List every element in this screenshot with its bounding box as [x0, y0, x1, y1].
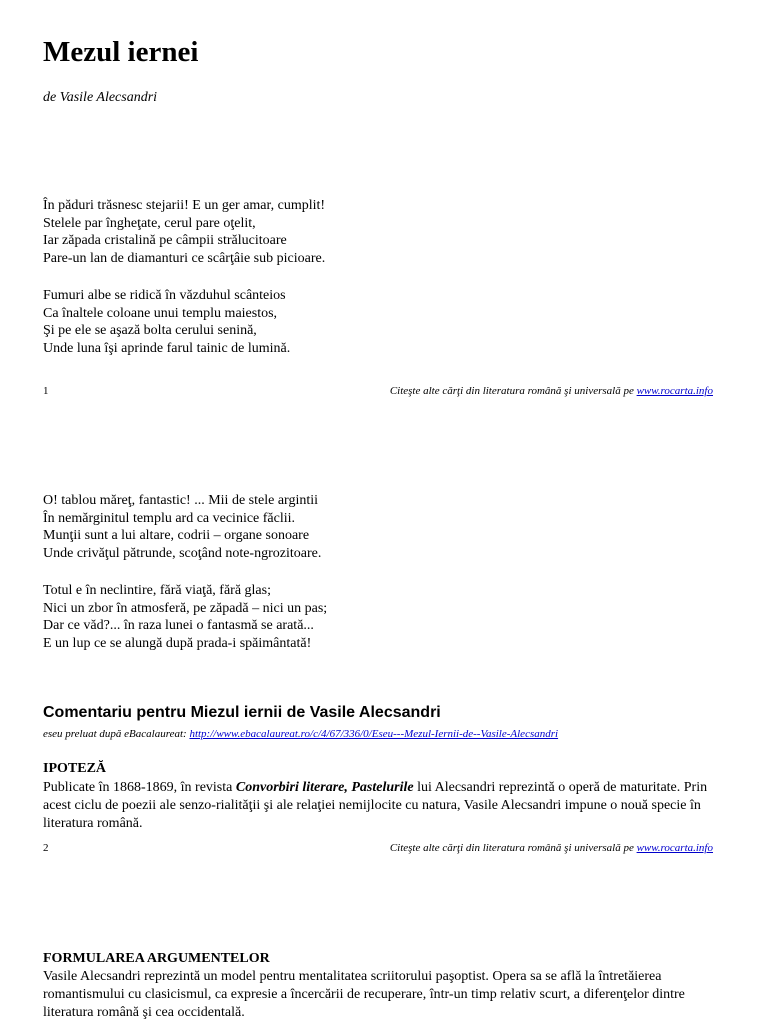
verse-line: E un lup ce se alungă după prada-i spăimântată! — [43, 635, 312, 651]
verse-line: Totul e în neclintire, fără viaţă, fără glas; — [43, 583, 271, 598]
stanza-2 — [43, 287, 290, 357]
commentary-source — [43, 728, 558, 740]
poem-title: Mezul iernei — [43, 36, 199, 68]
page-footer-2 — [390, 842, 713, 854]
commentary-heading: Comentariu pentru Miezul iernii de Vasile Alecsandri — [43, 704, 441, 721]
verse-line: Fumuri albe se ridică în văzduhul scânteios — [43, 288, 286, 303]
stanza-4 — [43, 582, 327, 652]
verse-line: În păduri trăsnesc stejarii! E un ger amar, cumplit! — [43, 198, 326, 213]
argumente-paragraph: Vasile Alecsandri reprezintă un model pentru mentalitatea scriitorului paşoptist. Opera sa se află la întretăierea romantismului cu clasicismul, ca expresie a încercării de recuperare, într-un timp relativ scurt, a diferenţelor dintre literatura română şi cea occidentală. — [43, 969, 685, 1020]
verse-line: Şi pe ele se aşază bolta cerului senină, — [43, 323, 257, 338]
stanza-3 — [43, 492, 321, 562]
verse-line: În nemărginitul templu ard ca vecinice făclii. — [43, 510, 296, 526]
footer-link[interactable]: www.rocarta.info — [636, 842, 713, 854]
poem-author: de Vasile Alecsandri — [43, 90, 158, 105]
journal-title: Convorbiri literare, Pastelurile — [235, 780, 414, 795]
ipoteza-paragraph — [43, 779, 723, 833]
verse-line: Unde crivăţul pătrunde, scoţând note-ngrozitoare. — [43, 545, 322, 561]
verse-line: Dar ce văd?... în raza lunei o fantasmă se arată... — [43, 618, 314, 633]
ipoteza-heading: IPOTEZĂ — [43, 761, 107, 776]
page-number-1: 1 — [43, 385, 49, 397]
stanza-1 — [43, 197, 325, 267]
paragraph-text: lui Alecsandri reprezintă o operă de maturitate. Prin acest ciclu de poezii ale senzo-rialităţii şi ale relaţiei nemijlocite cu natura, Vasile Alecsandri impune o nouă specie în literatura română. — [43, 780, 708, 831]
verse-line: Munţii sunt a lui altare, codrii – organe sonoare — [43, 528, 310, 543]
verse-line: Unde luna îşi aprinde farul tainic de lumină. — [43, 340, 291, 356]
verse-line: Pare-un lan de diamanturi ce scârţâie sub picioare. — [43, 250, 326, 266]
page-footer-1 — [390, 385, 713, 397]
argumente-heading: FORMULAREA ARGUMENTELOR — [43, 951, 270, 966]
footer-link[interactable]: www.rocarta.info — [636, 385, 713, 397]
source-text: eseu preluat după eBacalaureat: — [43, 728, 190, 740]
verse-line: Iar zăpada cristalină pe câmpii strălucitoare — [43, 233, 287, 248]
page-number-2: 2 — [43, 842, 49, 854]
footer-text: Citeşte alte cărţi din literatura română şi universală pe — [389, 842, 637, 854]
verse-line: O! tablou măreţ, fantastic! ... Mii de stele argintii — [43, 493, 318, 508]
paragraph-text: Publicate în 1868-1869, în revista — [43, 780, 236, 795]
source-link[interactable]: http://www.ebacalaureat.ro/c/4/67/336/0/Eseu---Mezul-Iernii-de--Vasile-Alecsandri — [189, 728, 559, 740]
verse-line: Nici un zbor în atmosferă, pe zăpadă – nici un pas; — [43, 600, 328, 616]
footer-text: Citeşte alte cărţi din literatura română şi universală pe — [389, 385, 637, 397]
verse-line: Ca înaltele coloane unui templu maiestos, — [43, 305, 278, 321]
verse-line: Stelele par îngheţate, cerul pare oţelit, — [43, 215, 256, 231]
